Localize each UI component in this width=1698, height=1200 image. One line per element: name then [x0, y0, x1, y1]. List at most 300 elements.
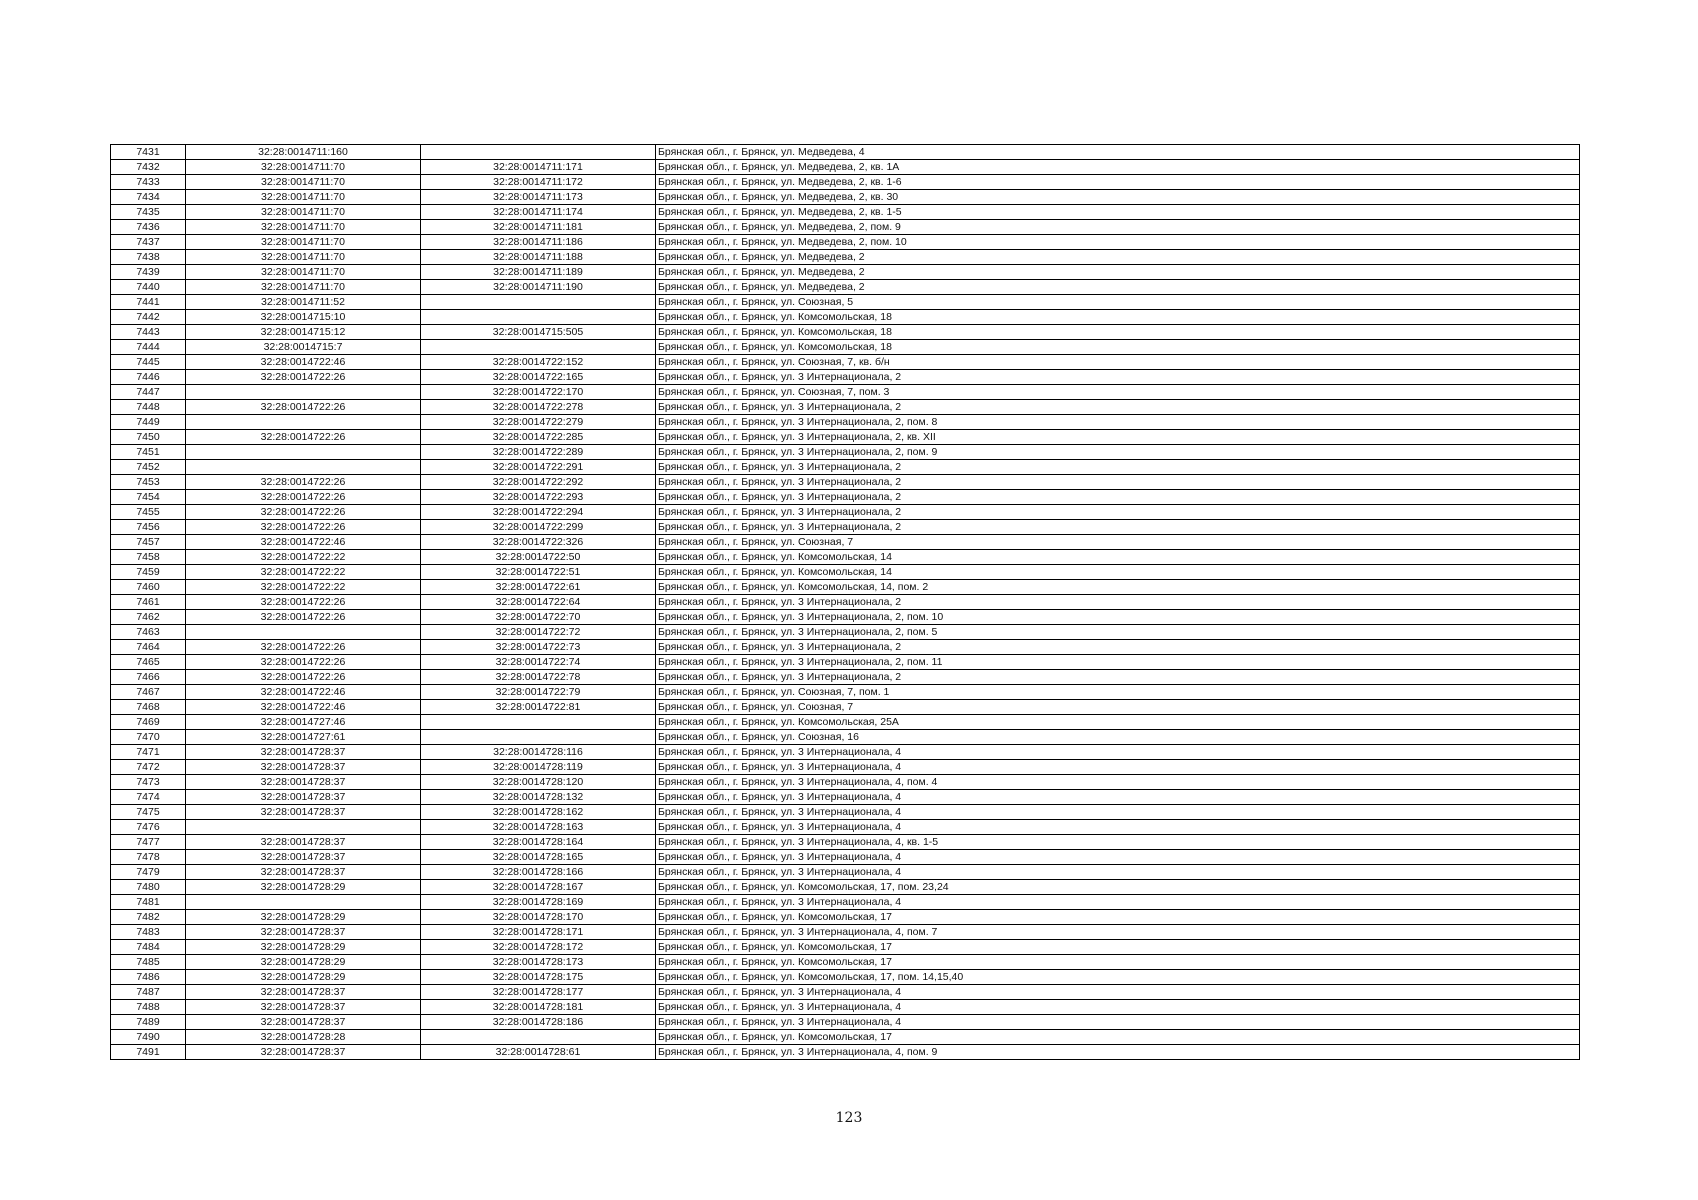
land-cadastral-number-cell: 32:28:0014715:10 — [186, 310, 421, 325]
table-row — [111, 505, 1580, 520]
table-row — [111, 145, 1580, 160]
row-number-cell: 7469 — [111, 715, 186, 730]
land-cadastral-number-cell: 32:28:0014711:70 — [186, 190, 421, 205]
address-cell: Брянская обл., г. Брянск, ул. Комсомольская, 18 — [656, 340, 1580, 355]
object-cadastral-number-cell: 32:28:0014728:162 — [421, 805, 656, 820]
land-cadastral-number-cell: 32:28:0014728:37 — [186, 790, 421, 805]
table-row — [111, 205, 1580, 220]
table-row — [111, 760, 1580, 775]
object-cadastral-number-cell: 32:28:0014722:74 — [421, 655, 656, 670]
land-cadastral-number-cell: 32:28:0014722:26 — [186, 430, 421, 445]
object-cadastral-number-cell — [421, 715, 656, 730]
row-number-cell: 7476 — [111, 820, 186, 835]
address-cell: Брянская обл., г. Брянск, ул. 3 Интернационала, 4 — [656, 895, 1580, 910]
row-number-cell: 7458 — [111, 550, 186, 565]
table-row — [111, 775, 1580, 790]
land-cadastral-number-cell: 32:28:0014722:26 — [186, 490, 421, 505]
table-row — [111, 940, 1580, 955]
address-cell: Брянская обл., г. Брянск, ул. 3 Интернационала, 4 — [656, 850, 1580, 865]
address-cell: Брянская обл., г. Брянск, ул. Комсомольская, 18 — [656, 325, 1580, 340]
address-cell: Брянская обл., г. Брянск, ул. 3 Интернационала, 2, пом. 11 — [656, 655, 1580, 670]
row-number-cell: 7443 — [111, 325, 186, 340]
row-number-cell: 7491 — [111, 1045, 186, 1060]
address-cell: Брянская обл., г. Брянск, ул. Союзная, 7 — [656, 535, 1580, 550]
row-number-cell: 7468 — [111, 700, 186, 715]
object-cadastral-number-cell: 32:28:0014722:326 — [421, 535, 656, 550]
table-row — [111, 985, 1580, 1000]
row-number-cell: 7481 — [111, 895, 186, 910]
object-cadastral-number-cell: 32:28:0014722:278 — [421, 400, 656, 415]
object-cadastral-number-cell: 32:28:0014711:186 — [421, 235, 656, 250]
table-row — [111, 445, 1580, 460]
object-cadastral-number-cell — [421, 145, 656, 160]
table-row — [111, 220, 1580, 235]
row-number-cell: 7475 — [111, 805, 186, 820]
table-row — [111, 865, 1580, 880]
object-cadastral-number-cell: 32:28:0014722:78 — [421, 670, 656, 685]
object-cadastral-number-cell: 32:28:0014722:64 — [421, 595, 656, 610]
land-cadastral-number-cell: 32:28:0014728:37 — [186, 925, 421, 940]
object-cadastral-number-cell: 32:28:0014722:279 — [421, 415, 656, 430]
row-number-cell: 7466 — [111, 670, 186, 685]
table-row — [111, 835, 1580, 850]
address-cell: Брянская обл., г. Брянск, ул. Комсомольская, 14 — [656, 550, 1580, 565]
object-cadastral-number-cell: 32:28:0014711:189 — [421, 265, 656, 280]
address-cell: Брянская обл., г. Брянск, ул. 3 Интернационала, 2 — [656, 370, 1580, 385]
row-number-cell: 7470 — [111, 730, 186, 745]
object-cadastral-number-cell: 32:28:0014722:73 — [421, 640, 656, 655]
land-cadastral-number-cell: 32:28:0014728:37 — [186, 1045, 421, 1060]
land-cadastral-number-cell — [186, 385, 421, 400]
object-cadastral-number-cell: 32:28:0014728:119 — [421, 760, 656, 775]
land-cadastral-number-cell: 32:28:0014728:37 — [186, 760, 421, 775]
row-number-cell: 7484 — [111, 940, 186, 955]
address-cell: Брянская обл., г. Брянск, ул. Союзная, 7, пом. 1 — [656, 685, 1580, 700]
land-cadastral-number-cell: 32:28:0014722:26 — [186, 670, 421, 685]
row-number-cell: 7483 — [111, 925, 186, 940]
object-cadastral-number-cell: 32:28:0014728:132 — [421, 790, 656, 805]
address-cell: Брянская обл., г. Брянск, ул. Медведева, 2 — [656, 265, 1580, 280]
row-number-cell: 7440 — [111, 280, 186, 295]
address-cell: Брянская обл., г. Брянск, ул. Медведева, 2 — [656, 280, 1580, 295]
row-number-cell: 7451 — [111, 445, 186, 460]
object-cadastral-number-cell: 32:28:0014722:294 — [421, 505, 656, 520]
land-cadastral-number-cell: 32:28:0014722:26 — [186, 505, 421, 520]
row-number-cell: 7490 — [111, 1030, 186, 1045]
row-number-cell: 7472 — [111, 760, 186, 775]
table-row — [111, 880, 1580, 895]
row-number-cell: 7438 — [111, 250, 186, 265]
land-cadastral-number-cell: 32:28:0014727:46 — [186, 715, 421, 730]
address-cell: Брянская обл., г. Брянск, ул. 3 Интернационала, 2, пом. 10 — [656, 610, 1580, 625]
land-cadastral-number-cell: 32:28:0014722:26 — [186, 520, 421, 535]
table-row — [111, 700, 1580, 715]
land-cadastral-number-cell: 32:28:0014722:26 — [186, 610, 421, 625]
object-cadastral-number-cell: 32:28:0014722:81 — [421, 700, 656, 715]
address-cell: Брянская обл., г. Брянск, ул. 3 Интернационала, 2 — [656, 640, 1580, 655]
table-row — [111, 430, 1580, 445]
table-row — [111, 715, 1580, 730]
land-cadastral-number-cell: 32:28:0014727:61 — [186, 730, 421, 745]
land-cadastral-number-cell: 32:28:0014711:70 — [186, 220, 421, 235]
object-cadastral-number-cell: 32:28:0014722:79 — [421, 685, 656, 700]
table-row — [111, 820, 1580, 835]
object-cadastral-number-cell: 32:28:0014711:173 — [421, 190, 656, 205]
address-cell: Брянская обл., г. Брянск, ул. 3 Интернационала, 2 — [656, 400, 1580, 415]
row-number-cell: 7448 — [111, 400, 186, 415]
table-row — [111, 850, 1580, 865]
land-cadastral-number-cell: 32:28:0014722:46 — [186, 700, 421, 715]
object-cadastral-number-cell: 32:28:0014722:61 — [421, 580, 656, 595]
table-row — [111, 310, 1580, 325]
object-cadastral-number-cell: 32:28:0014722:285 — [421, 430, 656, 445]
land-cadastral-number-cell: 32:28:0014711:70 — [186, 280, 421, 295]
address-cell: Брянская обл., г. Брянск, ул. Медведева, 2, кв. 1-6 — [656, 175, 1580, 190]
address-cell: Брянская обл., г. Брянск, ул. 3 Интернационала, 4 — [656, 1015, 1580, 1030]
row-number-cell: 7445 — [111, 355, 186, 370]
row-number-cell: 7485 — [111, 955, 186, 970]
table-row — [111, 925, 1580, 940]
object-cadastral-number-cell — [421, 1030, 656, 1045]
row-number-cell: 7471 — [111, 745, 186, 760]
land-cadastral-number-cell: 32:28:0014711:52 — [186, 295, 421, 310]
address-cell: Брянская обл., г. Брянск, ул. Союзная, 7, кв. б/н — [656, 355, 1580, 370]
address-cell: Брянская обл., г. Брянск, ул. 3 Интернационала, 2 — [656, 595, 1580, 610]
land-cadastral-number-cell: 32:28:0014728:37 — [186, 985, 421, 1000]
object-cadastral-number-cell: 32:28:0014728:186 — [421, 1015, 656, 1030]
address-cell: Брянская обл., г. Брянск, ул. Союзная, 7 — [656, 700, 1580, 715]
object-cadastral-number-cell: 32:28:0014728:171 — [421, 925, 656, 940]
land-cadastral-number-cell: 32:28:0014728:29 — [186, 970, 421, 985]
object-cadastral-number-cell: 32:28:0014711:188 — [421, 250, 656, 265]
object-cadastral-number-cell: 32:28:0014722:292 — [421, 475, 656, 490]
address-cell: Брянская обл., г. Брянск, ул. 3 Интернационала, 4 — [656, 805, 1580, 820]
land-cadastral-number-cell — [186, 625, 421, 640]
object-cadastral-number-cell: 32:28:0014728:167 — [421, 880, 656, 895]
address-cell: Брянская обл., г. Брянск, ул. 3 Интернационала, 4, кв. 1-5 — [656, 835, 1580, 850]
table-row — [111, 175, 1580, 190]
object-cadastral-number-cell — [421, 310, 656, 325]
table-row — [111, 595, 1580, 610]
table-row — [111, 895, 1580, 910]
address-cell: Брянская обл., г. Брянск, ул. Медведева, 2, кв. 1-5 — [656, 205, 1580, 220]
object-cadastral-number-cell: 32:28:0014728:163 — [421, 820, 656, 835]
row-number-cell: 7488 — [111, 1000, 186, 1015]
land-cadastral-number-cell: 32:28:0014728:29 — [186, 955, 421, 970]
registry-sheet — [110, 144, 1580, 1060]
row-number-cell: 7450 — [111, 430, 186, 445]
address-cell: Брянская обл., г. Брянск, ул. 3 Интернационала, 4 — [656, 865, 1580, 880]
object-cadastral-number-cell: 32:28:0014711:174 — [421, 205, 656, 220]
table-row — [111, 280, 1580, 295]
object-cadastral-number-cell: 32:28:0014728:169 — [421, 895, 656, 910]
table-row — [111, 805, 1580, 820]
address-cell: Брянская обл., г. Брянск, ул. Медведева, 2, кв. 1А — [656, 160, 1580, 175]
table-row — [111, 580, 1580, 595]
table-row — [111, 790, 1580, 805]
page-number: 123 — [835, 1110, 863, 1126]
table-row — [111, 355, 1580, 370]
land-cadastral-number-cell: 32:28:0014728:37 — [186, 865, 421, 880]
address-cell: Брянская обл., г. Брянск, ул. 3 Интернационала, 2 — [656, 460, 1580, 475]
address-cell: Брянская обл., г. Брянск, ул. 3 Интернационала, 2 — [656, 505, 1580, 520]
row-number-cell: 7444 — [111, 340, 186, 355]
land-cadastral-number-cell: 32:28:0014728:29 — [186, 880, 421, 895]
object-cadastral-number-cell — [421, 340, 656, 355]
address-cell: Брянская обл., г. Брянск, ул. 3 Интернационала, 2 — [656, 670, 1580, 685]
land-cadastral-number-cell: 32:28:0014722:26 — [186, 475, 421, 490]
land-cadastral-number-cell — [186, 445, 421, 460]
table-row — [111, 415, 1580, 430]
row-number-cell: 7454 — [111, 490, 186, 505]
table-row — [111, 385, 1580, 400]
address-cell: Брянская обл., г. Брянск, ул. Комсомольская, 25А — [656, 715, 1580, 730]
object-cadastral-number-cell: 32:28:0014722:289 — [421, 445, 656, 460]
address-cell: Брянская обл., г. Брянск, ул. 3 Интернационала, 2 — [656, 490, 1580, 505]
table-row — [111, 340, 1580, 355]
table-row — [111, 910, 1580, 925]
land-cadastral-number-cell: 32:28:0014722:46 — [186, 355, 421, 370]
table-row — [111, 235, 1580, 250]
table-row — [111, 670, 1580, 685]
address-cell: Брянская обл., г. Брянск, ул. Комсомольская, 18 — [656, 310, 1580, 325]
row-number-cell: 7473 — [111, 775, 186, 790]
address-cell: Брянская обл., г. Брянск, ул. Комсомольская, 17, пом. 23,24 — [656, 880, 1580, 895]
object-cadastral-number-cell: 32:28:0014711:190 — [421, 280, 656, 295]
row-number-cell: 7487 — [111, 985, 186, 1000]
object-cadastral-number-cell: 32:28:0014728:172 — [421, 940, 656, 955]
object-cadastral-number-cell: 32:28:0014722:299 — [421, 520, 656, 535]
land-cadastral-number-cell: 32:28:0014728:37 — [186, 1000, 421, 1015]
table-row — [111, 490, 1580, 505]
address-cell: Брянская обл., г. Брянск, ул. 3 Интернационала, 2 — [656, 475, 1580, 490]
row-number-cell: 7456 — [111, 520, 186, 535]
table-row — [111, 265, 1580, 280]
table-row — [111, 745, 1580, 760]
address-cell: Брянская обл., г. Брянск, ул. Союзная, 7, пом. 3 — [656, 385, 1580, 400]
object-cadastral-number-cell: 32:28:0014722:50 — [421, 550, 656, 565]
object-cadastral-number-cell: 32:28:0014715:505 — [421, 325, 656, 340]
table-row — [111, 565, 1580, 580]
table-row — [111, 640, 1580, 655]
address-cell: Брянская обл., г. Брянск, ул. 3 Интернационала, 4 — [656, 760, 1580, 775]
land-cadastral-number-cell: 32:28:0014722:46 — [186, 535, 421, 550]
address-cell: Брянская обл., г. Брянск, ул. Комсомольская, 17 — [656, 1030, 1580, 1045]
object-cadastral-number-cell: 32:28:0014728:120 — [421, 775, 656, 790]
address-cell: Брянская обл., г. Брянск, ул. Медведева, 4 — [656, 145, 1580, 160]
address-cell: Брянская обл., г. Брянск, ул. 3 Интернационала, 4, пом. 7 — [656, 925, 1580, 940]
row-number-cell: 7439 — [111, 265, 186, 280]
row-number-cell: 7480 — [111, 880, 186, 895]
table-row — [111, 250, 1580, 265]
table-row — [111, 520, 1580, 535]
object-cadastral-number-cell: 32:28:0014728:181 — [421, 1000, 656, 1015]
address-cell: Брянская обл., г. Брянск, ул. 3 Интернационала, 2, пом. 9 — [656, 445, 1580, 460]
land-cadastral-number-cell: 32:28:0014728:37 — [186, 1015, 421, 1030]
land-cadastral-number-cell: 32:28:0014722:26 — [186, 400, 421, 415]
land-cadastral-number-cell: 32:28:0014722:22 — [186, 565, 421, 580]
row-number-cell: 7463 — [111, 625, 186, 640]
land-cadastral-number-cell: 32:28:0014728:28 — [186, 1030, 421, 1045]
object-cadastral-number-cell: 32:28:0014728:177 — [421, 985, 656, 1000]
table-row — [111, 190, 1580, 205]
address-cell: Брянская обл., г. Брянск, ул. 3 Интернационала, 2, пом. 5 — [656, 625, 1580, 640]
land-cadastral-number-cell — [186, 820, 421, 835]
object-cadastral-number-cell — [421, 295, 656, 310]
land-cadastral-number-cell: 32:28:0014711:70 — [186, 175, 421, 190]
row-number-cell: 7455 — [111, 505, 186, 520]
object-cadastral-number-cell: 32:28:0014728:170 — [421, 910, 656, 925]
land-cadastral-number-cell: 32:28:0014722:22 — [186, 550, 421, 565]
address-cell: Брянская обл., г. Брянск, ул. Медведева, 2, пом. 9 — [656, 220, 1580, 235]
address-cell: Брянская обл., г. Брянск, ул. Комсомольская, 17 — [656, 955, 1580, 970]
address-cell: Брянская обл., г. Брянск, ул. Комсомольская, 14, пом. 2 — [656, 580, 1580, 595]
table-row — [111, 475, 1580, 490]
object-cadastral-number-cell: 32:28:0014722:72 — [421, 625, 656, 640]
address-cell: Брянская обл., г. Брянск, ул. Комсомольская, 14 — [656, 565, 1580, 580]
land-cadastral-number-cell: 32:28:0014728:37 — [186, 775, 421, 790]
table-row — [111, 625, 1580, 640]
land-cadastral-number-cell: 32:28:0014711:70 — [186, 160, 421, 175]
land-cadastral-number-cell: 32:28:0014722:26 — [186, 640, 421, 655]
table-row — [111, 550, 1580, 565]
object-cadastral-number-cell: 32:28:0014728:164 — [421, 835, 656, 850]
address-cell: Брянская обл., г. Брянск, ул. Союзная, 5 — [656, 295, 1580, 310]
land-cadastral-number-cell: 32:28:0014722:22 — [186, 580, 421, 595]
table-row — [111, 400, 1580, 415]
address-cell: Брянская обл., г. Брянск, ул. 3 Интернационала, 4 — [656, 1000, 1580, 1015]
address-cell: Брянская обл., г. Брянск, ул. 3 Интернационала, 4, пом. 4 — [656, 775, 1580, 790]
object-cadastral-number-cell: 32:28:0014722:165 — [421, 370, 656, 385]
object-cadastral-number-cell: 32:28:0014722:51 — [421, 565, 656, 580]
registry-table — [110, 144, 1580, 1060]
object-cadastral-number-cell: 32:28:0014711:181 — [421, 220, 656, 235]
land-cadastral-number-cell: 32:28:0014711:160 — [186, 145, 421, 160]
land-cadastral-number-cell: 32:28:0014722:46 — [186, 685, 421, 700]
row-number-cell: 7482 — [111, 910, 186, 925]
address-cell: Брянская обл., г. Брянск, ул. Комсомольская, 17 — [656, 910, 1580, 925]
row-number-cell: 7435 — [111, 205, 186, 220]
row-number-cell: 7459 — [111, 565, 186, 580]
row-number-cell: 7462 — [111, 610, 186, 625]
row-number-cell: 7489 — [111, 1015, 186, 1030]
address-cell: Брянская обл., г. Брянск, ул. 3 Интернационала, 4 — [656, 820, 1580, 835]
land-cadastral-number-cell — [186, 460, 421, 475]
table-row — [111, 685, 1580, 700]
address-cell: Брянская обл., г. Брянск, ул. Комсомольская, 17, пом. 14,15,40 — [656, 970, 1580, 985]
land-cadastral-number-cell: 32:28:0014715:12 — [186, 325, 421, 340]
address-cell: Брянская обл., г. Брянск, ул. Союзная, 16 — [656, 730, 1580, 745]
row-number-cell: 7486 — [111, 970, 186, 985]
land-cadastral-number-cell: 32:28:0014711:70 — [186, 205, 421, 220]
row-number-cell: 7464 — [111, 640, 186, 655]
row-number-cell: 7432 — [111, 160, 186, 175]
row-number-cell: 7436 — [111, 220, 186, 235]
row-number-cell: 7446 — [111, 370, 186, 385]
land-cadastral-number-cell: 32:28:0014711:70 — [186, 265, 421, 280]
address-cell: Брянская обл., г. Брянск, ул. 3 Интернационала, 2, пом. 8 — [656, 415, 1580, 430]
land-cadastral-number-cell: 32:28:0014728:37 — [186, 805, 421, 820]
table-row — [111, 325, 1580, 340]
table-row — [111, 1030, 1580, 1045]
object-cadastral-number-cell: 32:28:0014722:293 — [421, 490, 656, 505]
land-cadastral-number-cell: 32:28:0014722:26 — [186, 655, 421, 670]
registry-table-body — [111, 145, 1580, 1060]
row-number-cell: 7465 — [111, 655, 186, 670]
land-cadastral-number-cell — [186, 415, 421, 430]
address-cell: Брянская обл., г. Брянск, ул. Медведева, 2 — [656, 250, 1580, 265]
object-cadastral-number-cell: 32:28:0014711:171 — [421, 160, 656, 175]
row-number-cell: 7442 — [111, 310, 186, 325]
table-row — [111, 460, 1580, 475]
object-cadastral-number-cell: 32:28:0014722:152 — [421, 355, 656, 370]
table-row — [111, 955, 1580, 970]
table-row — [111, 1015, 1580, 1030]
table-row — [111, 970, 1580, 985]
row-number-cell: 7431 — [111, 145, 186, 160]
row-number-cell: 7457 — [111, 535, 186, 550]
address-cell: Брянская обл., г. Брянск, ул. 3 Интернационала, 2, кв. XII — [656, 430, 1580, 445]
land-cadastral-number-cell: 32:28:0014728:29 — [186, 910, 421, 925]
row-number-cell: 7437 — [111, 235, 186, 250]
table-row — [111, 730, 1580, 745]
object-cadastral-number-cell — [421, 730, 656, 745]
land-cadastral-number-cell — [186, 895, 421, 910]
table-row — [111, 370, 1580, 385]
land-cadastral-number-cell: 32:28:0014722:26 — [186, 370, 421, 385]
row-number-cell: 7434 — [111, 190, 186, 205]
address-cell: Брянская обл., г. Брянск, ул. 3 Интернационала, 4 — [656, 985, 1580, 1000]
row-number-cell: 7433 — [111, 175, 186, 190]
object-cadastral-number-cell: 32:28:0014728:175 — [421, 970, 656, 985]
object-cadastral-number-cell: 32:28:0014728:61 — [421, 1045, 656, 1060]
object-cadastral-number-cell: 32:28:0014722:70 — [421, 610, 656, 625]
address-cell: Брянская обл., г. Брянск, ул. 3 Интернационала, 4 — [656, 745, 1580, 760]
address-cell: Брянская обл., г. Брянск, ул. Комсомольская, 17 — [656, 940, 1580, 955]
row-number-cell: 7449 — [111, 415, 186, 430]
row-number-cell: 7479 — [111, 865, 186, 880]
land-cadastral-number-cell: 32:28:0014722:26 — [186, 595, 421, 610]
table-row — [111, 655, 1580, 670]
table-row — [111, 1000, 1580, 1015]
row-number-cell: 7453 — [111, 475, 186, 490]
address-cell: Брянская обл., г. Брянск, ул. 3 Интернационала, 2 — [656, 520, 1580, 535]
land-cadastral-number-cell: 32:28:0014728:37 — [186, 850, 421, 865]
object-cadastral-number-cell: 32:28:0014722:291 — [421, 460, 656, 475]
row-number-cell: 7452 — [111, 460, 186, 475]
row-number-cell: 7474 — [111, 790, 186, 805]
land-cadastral-number-cell: 32:28:0014728:37 — [186, 745, 421, 760]
land-cadastral-number-cell: 32:28:0014711:70 — [186, 250, 421, 265]
object-cadastral-number-cell: 32:28:0014728:116 — [421, 745, 656, 760]
address-cell: Брянская обл., г. Брянск, ул. Медведева, 2, пом. 10 — [656, 235, 1580, 250]
land-cadastral-number-cell: 32:28:0014715:7 — [186, 340, 421, 355]
row-number-cell: 7461 — [111, 595, 186, 610]
object-cadastral-number-cell: 32:28:0014728:173 — [421, 955, 656, 970]
object-cadastral-number-cell: 32:28:0014728:166 — [421, 865, 656, 880]
address-cell: Брянская обл., г. Брянск, ул. Медведева, 2, кв. 30 — [656, 190, 1580, 205]
table-row — [111, 295, 1580, 310]
address-cell: Брянская обл., г. Брянск, ул. 3 Интернационала, 4, пом. 9 — [656, 1045, 1580, 1060]
address-cell: Брянская обл., г. Брянск, ул. 3 Интернационала, 4 — [656, 790, 1580, 805]
row-number-cell: 7477 — [111, 835, 186, 850]
land-cadastral-number-cell: 32:28:0014711:70 — [186, 235, 421, 250]
object-cadastral-number-cell: 32:28:0014711:172 — [421, 175, 656, 190]
row-number-cell: 7478 — [111, 850, 186, 865]
row-number-cell: 7460 — [111, 580, 186, 595]
land-cadastral-number-cell: 32:28:0014728:29 — [186, 940, 421, 955]
row-number-cell: 7467 — [111, 685, 186, 700]
